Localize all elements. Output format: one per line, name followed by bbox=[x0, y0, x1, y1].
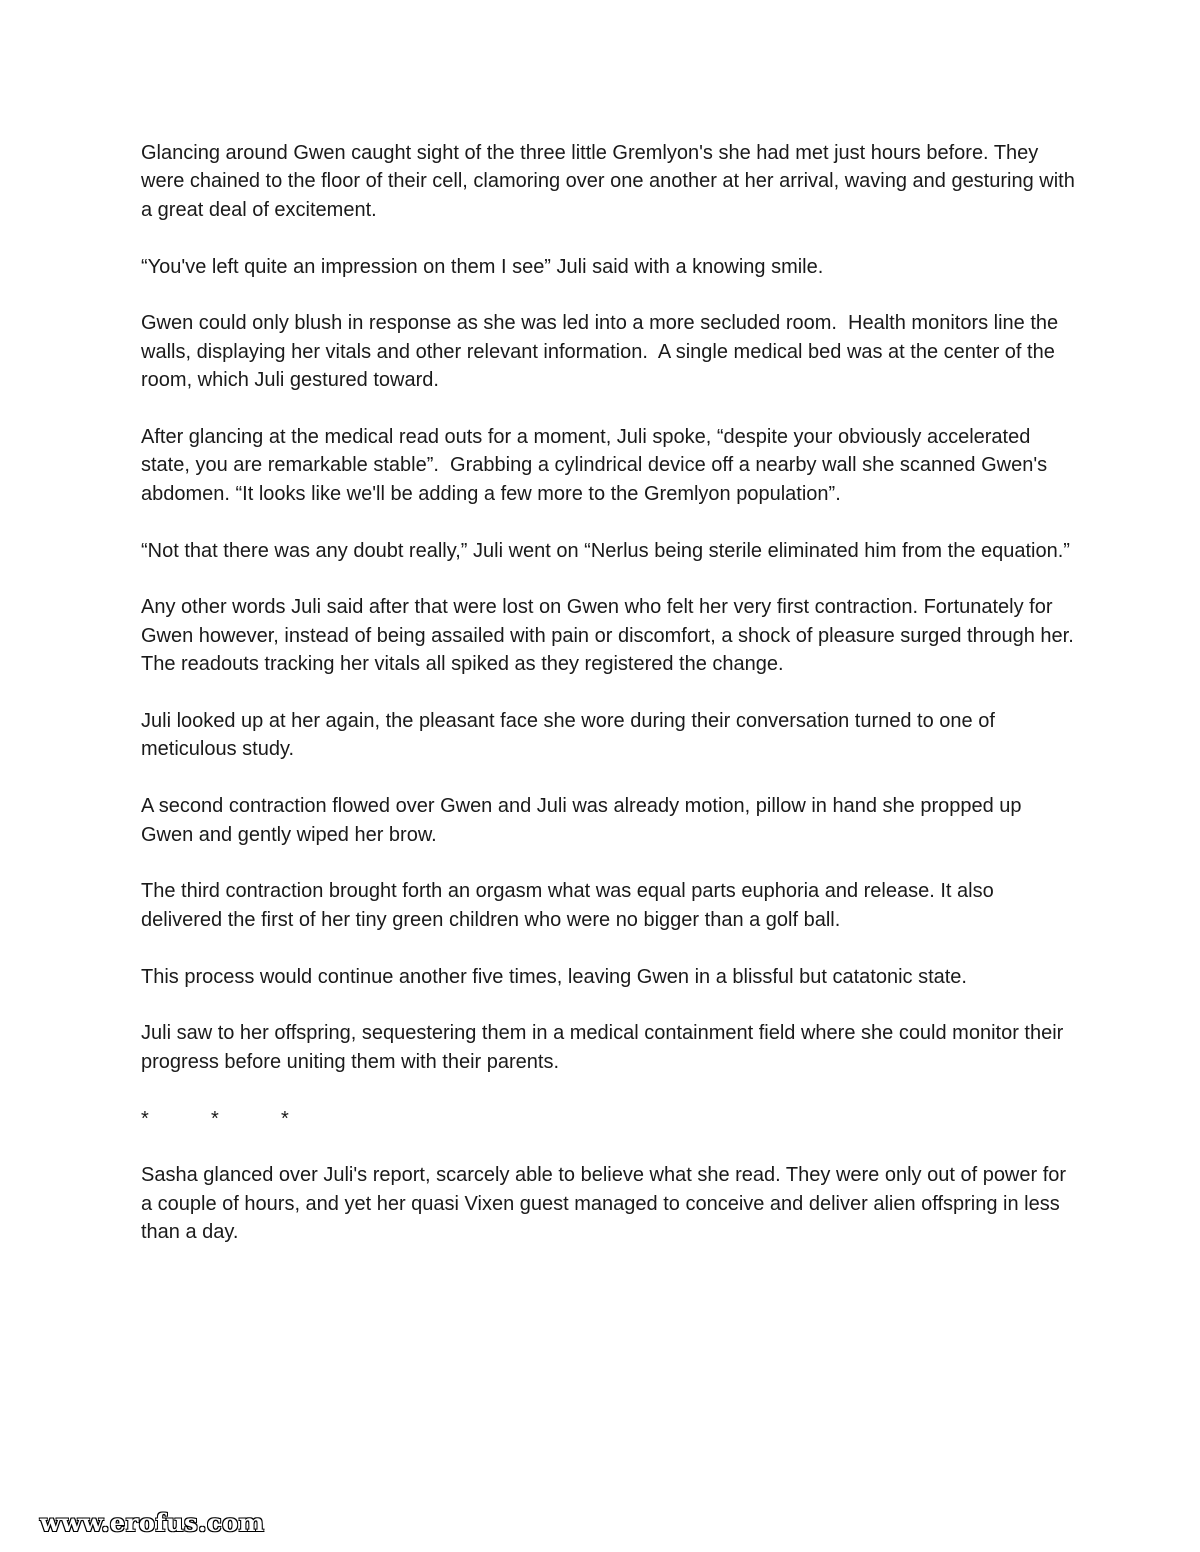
paragraph-2: “You've left quite an impression on them I see” Juli said with a knowing smile. bbox=[141, 255, 824, 278]
paragraph-5: “Not that there was any doubt really,” Juli went on “Nerlus being sterile eliminated him from the equation.” bbox=[141, 539, 1070, 562]
document-body bbox=[141, 139, 1085, 1275]
scene-break-mark: * bbox=[141, 1107, 149, 1130]
paragraph-7: Juli looked up at her again, the pleasant face she wore during their conversation turned to one of meticulous study. bbox=[141, 710, 1001, 761]
site-watermark: www.erofus.com bbox=[40, 1508, 265, 1537]
paragraph-6: Any other words Juli said after that were lost on Gwen who felt her very first contraction. Fortunately for Gwen however, instead of being assailed with pain or discomfort, a shock of pleasure surged through her. The readouts tracking her vitals all spiked as they registered the change. bbox=[141, 596, 1085, 676]
paragraph-8: A second contraction flowed over Gwen and Juli was already motion, pillow in hand she propped up Gwen and gently wiped her brow. bbox=[141, 795, 1028, 846]
paragraph-9: The third contraction brought forth an orgasm what was equal parts euphoria and release. It also delivered the first of her tiny green children who were no bigger than a golf ball. bbox=[141, 880, 1000, 931]
paragraph-1: Glancing around Gwen caught sight of the three little Gremlyon's she had met just hours before. They were chained to the floor of their cell, clamoring over one another at her arrival, waving and gesturing with a great deal of excitement. bbox=[141, 142, 1081, 221]
scene-break-mark: * bbox=[281, 1107, 289, 1130]
paragraph-11: Juli saw to her offspring, sequestering them in a medical containment field where she could monitor their progress before uniting them with their parents. bbox=[141, 1022, 1069, 1073]
scene-break bbox=[141, 1105, 1076, 1133]
paragraph-10: This process would continue another five times, leaving Gwen in a blissful but catatonic state. bbox=[141, 965, 967, 988]
scene-break-mark: * bbox=[211, 1107, 219, 1130]
paragraph-4: After glancing at the medical read outs for a moment, Juli spoke, “despite your obviously accelerated state, you are remarkable stable”. Grabbing a cylindrical device off a nearby wall she scanned Gwen's abdomen. “It looks like we'll be adding a few more to the Gremlyon population”. bbox=[141, 426, 1053, 505]
closing-paragraph: Sasha glanced over Juli's report, scarcely able to believe what she read. They were only out of power for a couple of hours, and yet her quasi Vixen guest managed to conceive and deliver alien offspring in less than a day. bbox=[141, 1164, 1072, 1244]
paragraph-3: Gwen could only blush in response as she was led into a more secluded room. Health monitors line the walls, displaying her vitals and other relevant information. A single medical bed was at the center of the room, which Juli gestured toward. bbox=[141, 312, 1064, 392]
